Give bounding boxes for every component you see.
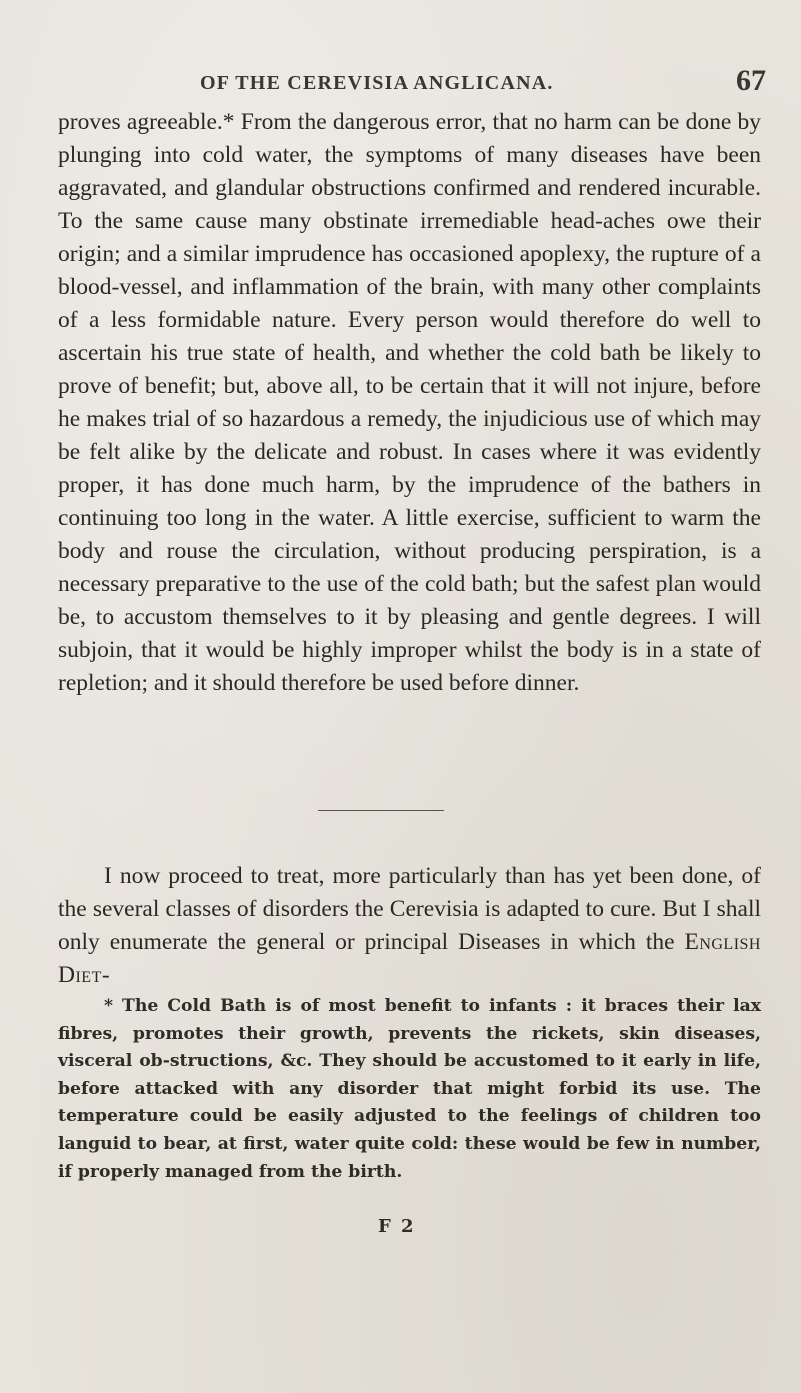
paragraph-2-smallcaps: English Diet- — [58, 929, 761, 988]
paragraph-2-text: I now proceed to treat, more particularly than has yet been done, of the several classes of disorders the Cerevisia is adapted to cure. But I shall only enumerate the general or principal Diseases in which the — [58, 863, 761, 955]
footnote: * The Cold Bath is of most benefit to infants : it braces their lax fibres, promotes their growth, prevents the rickets, skin diseases, visceral ob-structions, &c. They should be accustomed to it early in life, before attacked with any disorder that might forbid its use. The temperature could be easily adjusted to the feelings of children too languid to bear, at first, water quite cold: these would be few in number, if properly managed from the birth. — [58, 996, 761, 1182]
page-number: 67 — [736, 64, 766, 97]
running-head: OF THE CEREVISIA ANGLICANA. — [200, 72, 554, 94]
signature-mark: F 2 — [378, 1216, 416, 1237]
paragraph-2 — [58, 860, 761, 992]
section-divider — [318, 810, 444, 811]
paragraph-1: proves agreeable.* From the dangerous error, that no harm can be done by plunging into cold water, the symptoms of many diseases have been aggravated, and glandular obstructions confirmed and rendered incurable. To the same cause many obstinate irremediable head-aches owe their origin; and a similar imprudence has occasioned apoplexy, the rupture of a blood-vessel, and inflammation of the brain, with many other complaints of a less formidable nature. Every person would therefore do well to ascertain his true state of health, and whether the cold bath be likely to prove of benefit; but, above all, to be certain that it will not injure, before he makes trial of so hazardous a remedy, the injudicious use of which may be felt alike by the delicate and robust. In cases where it was evidently proper, it has done much harm, by the imprudence of the bathers in continuing too long in the water. A little exercise, sufficient to warm the body and rouse the circulation, without producing perspiration, is a necessary preparative to the use of the cold bath; but the safest plan would be, to accustom themselves to it by pleasing and gentle degrees. I will subjoin, that it would be highly improper whilst the body is in a state of repletion; and it should therefore be used before dinner. — [58, 109, 761, 696]
